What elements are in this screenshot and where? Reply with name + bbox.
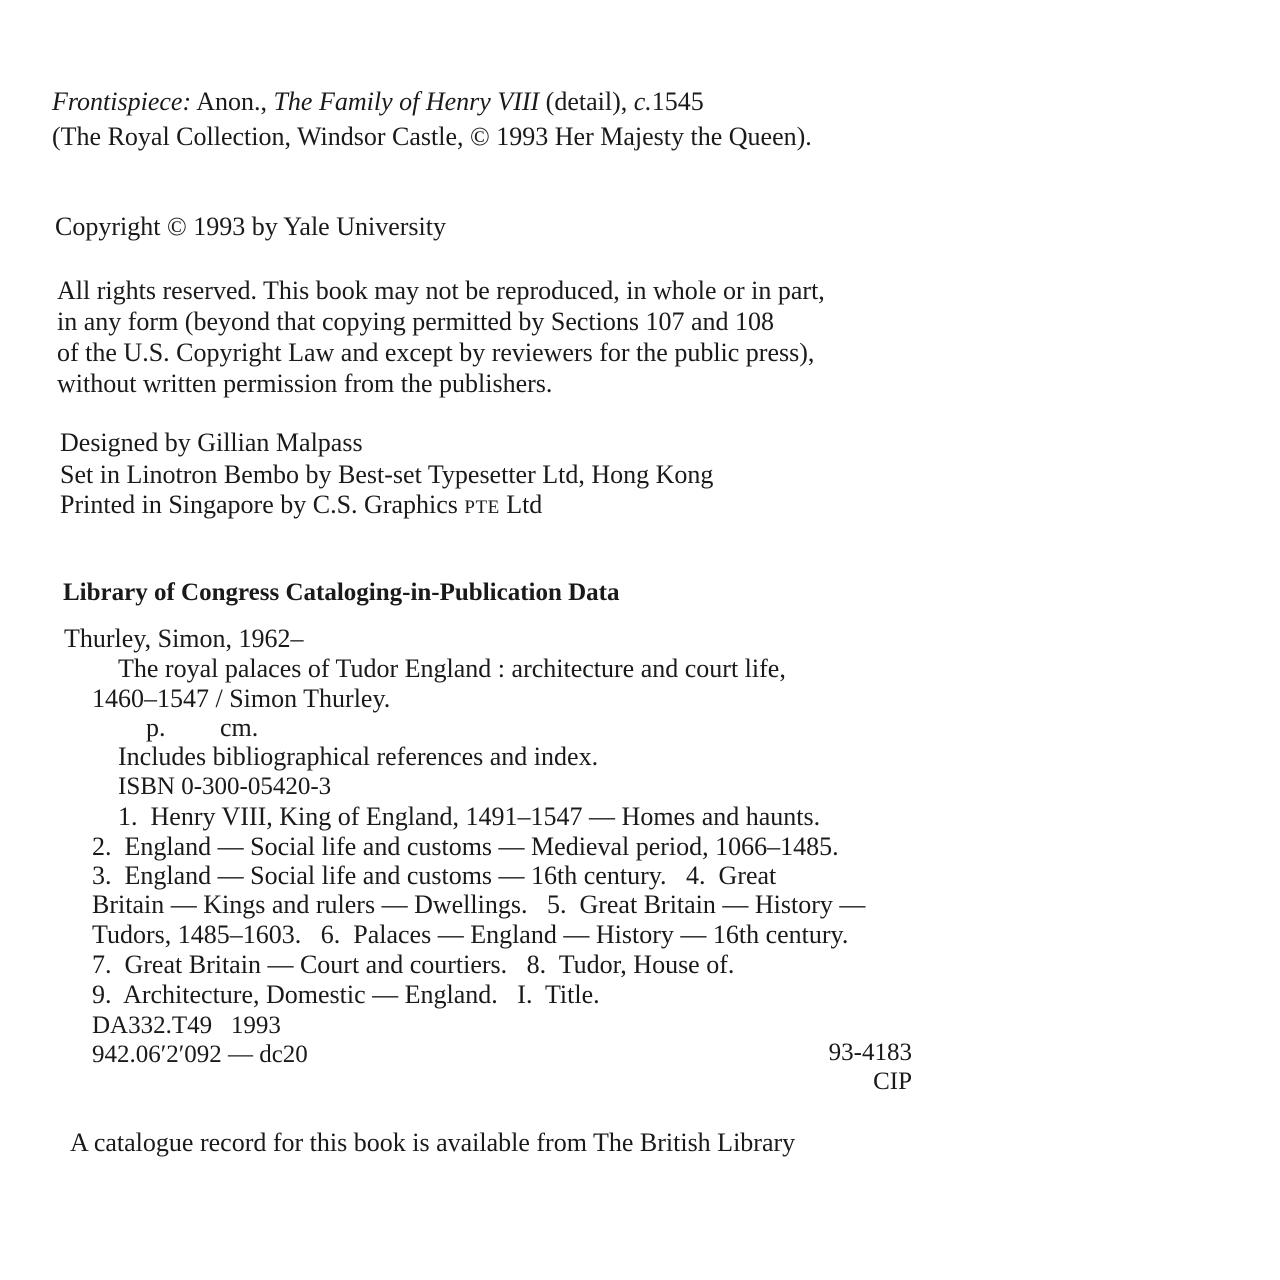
cip-title-line-1: The royal palaces of Tudor England : architecture and court life,	[118, 654, 786, 683]
cip-label: CIP	[873, 1068, 912, 1095]
credits-printed	[60, 490, 542, 523]
frontispiece-year: 1545	[651, 87, 704, 116]
cip-pages: p.	[146, 713, 166, 742]
rights-line-1: All rights reserved. This book may not be reproduced, in whole or in part,	[57, 276, 825, 305]
frontispiece-detail: (detail),	[545, 87, 628, 116]
credits-designed: Designed by Gillian Malpass	[60, 428, 363, 457]
cip-dewey: 942.06′2′092 — dc20	[92, 1041, 308, 1068]
cip-subject-line-1: 1. Henry VIII, King of England, 1491–1547 — Homes and haunts.	[118, 802, 821, 831]
cip-subject-line-6: 7. Great Britain — Court and courtiers. 8. Tudor, House of.	[92, 950, 735, 979]
cip-includes: Includes bibliographical references and index.	[118, 742, 599, 771]
frontispiece-title: The Family of Henry VIII	[273, 87, 540, 116]
rights-line-3: of the U.S. Copyright Law and except by reviewers for the public press),	[57, 338, 815, 367]
cip-isbn: ISBN 0-300-05420-3	[118, 773, 332, 800]
cip-subject-line-4: Britain — Kings and rulers — Dwellings. 5. Great Britain — History —	[92, 890, 866, 919]
frontispiece-label: Frontispiece:	[52, 87, 192, 116]
cip-subject-line-7: 9. Architecture, Domestic — England. I. Title.	[92, 980, 600, 1009]
frontispiece-author: Anon.,	[196, 87, 267, 116]
copyright-line: Copyright © 1993 by Yale University	[55, 212, 446, 241]
cip-subject-line-5: Tudors, 1485–1603. 6. Palaces — England — History — 16th century.	[92, 920, 849, 949]
cip-author: Thurley, Simon, 1962–	[64, 624, 304, 653]
frontispiece-line-1	[52, 87, 704, 117]
rights-line-4: without written permission from the publishers.	[57, 369, 553, 398]
rights-line-2: in any form (beyond that copying permitted by Sections 107 and 108	[57, 307, 775, 336]
frontispiece-circa: c.	[633, 87, 652, 116]
cip-subject-line-2: 2. England — Social life and customs — Medieval period, 1066–1485.	[92, 832, 839, 861]
cip-heading: Library of Congress Cataloging-in-Publication Data	[63, 579, 620, 606]
british-library-line: A catalogue record for this book is available from The British Library	[70, 1128, 796, 1157]
cip-lc-class: DA332.T49 1993	[92, 1012, 281, 1039]
credits-printed-prefix: Printed in Singapore by C.S. Graphics	[60, 490, 458, 519]
cip-cm: cm.	[220, 713, 259, 742]
credits-printed-suffix: Ltd	[506, 490, 543, 519]
credits-set-in: Set in Linotron Bembo by Best-set Typesetter Ltd, Hong Kong	[60, 460, 714, 489]
frontispiece-line-2: (The Royal Collection, Windsor Castle, © 1993 Her Majesty the Queen).	[52, 122, 812, 151]
cip-lccn: 93-4183	[828, 1039, 912, 1066]
credits-printed-smallcaps: PTE	[464, 497, 500, 518]
cip-title-line-2: 1460–1547 / Simon Thurley.	[92, 684, 391, 713]
cip-subject-line-3: 3. England — Social life and customs — 16th century. 4. Great	[92, 861, 777, 890]
